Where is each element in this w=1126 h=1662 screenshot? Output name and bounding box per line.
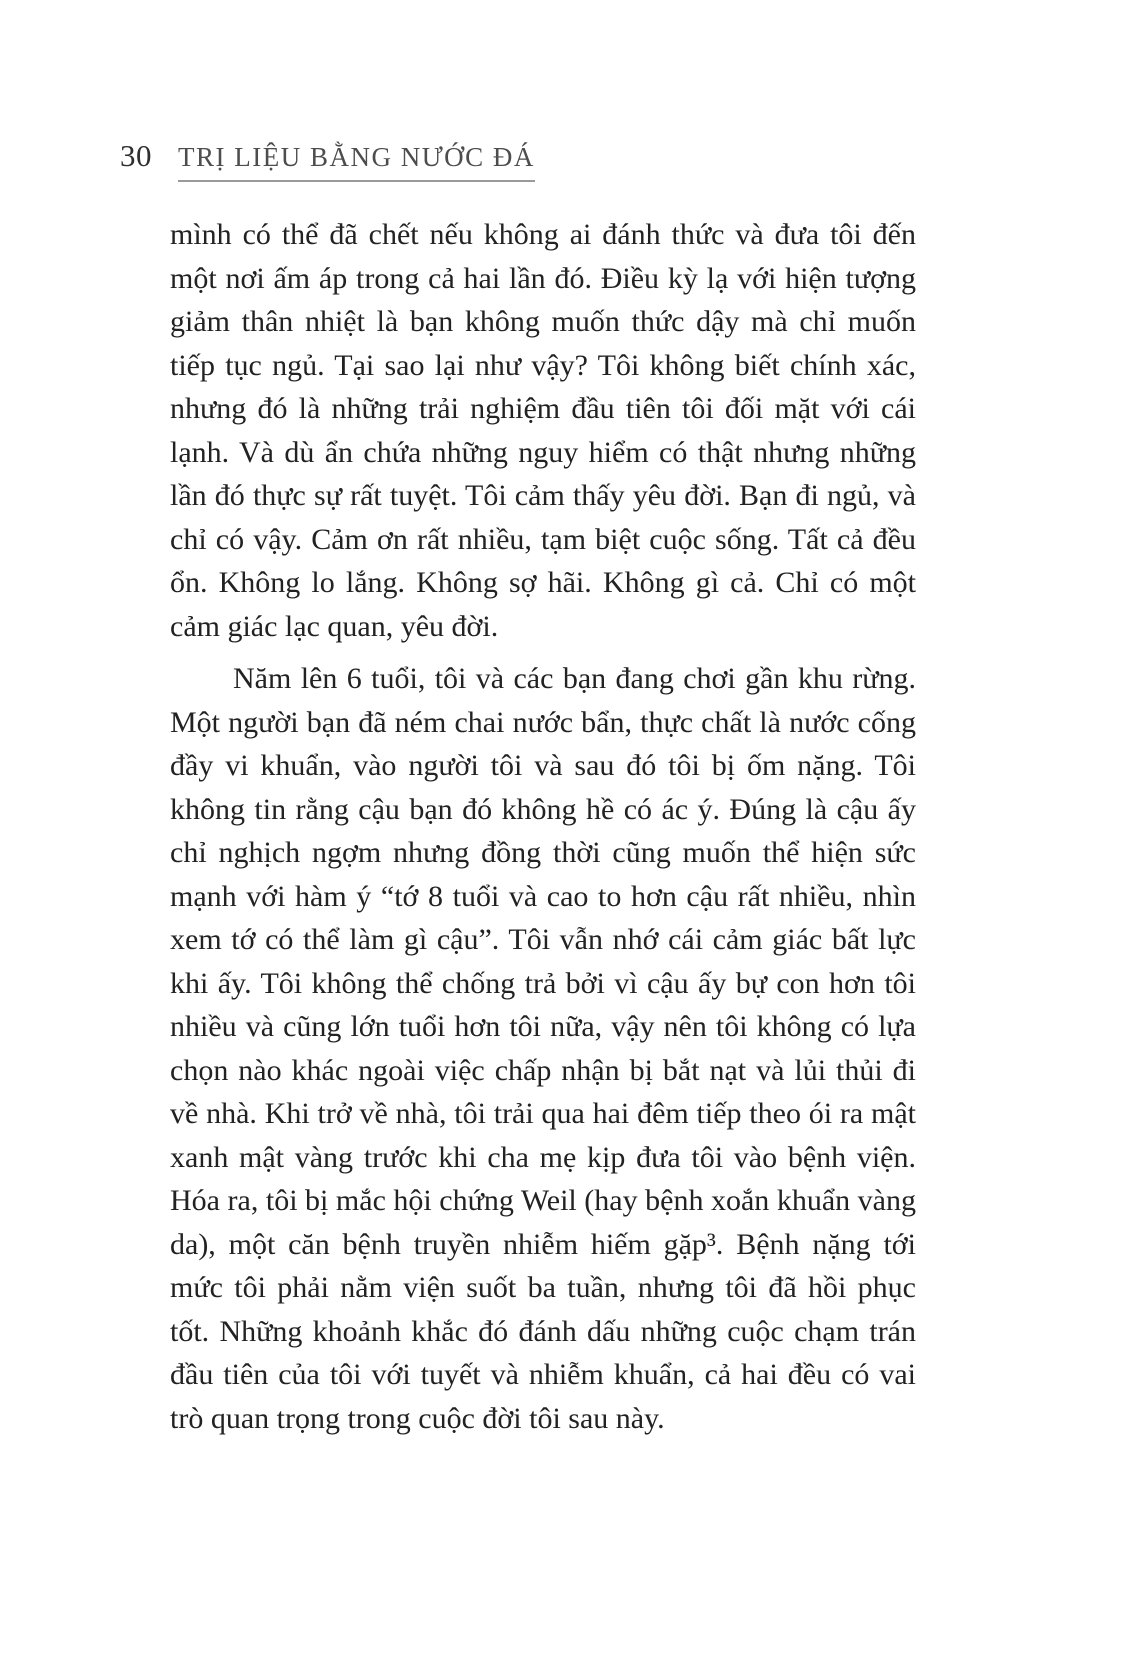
running-header	[120, 138, 535, 182]
page-number: 30	[120, 138, 152, 173]
paragraph-2: Năm lên 6 tuổi, tôi và các bạn đang chơi gần khu rừng. Một người bạn đã ném chai nước bẩn, thực chất là nước cống đầy vi khuẩn, vào người tôi và sau đó tôi bị ốm nặng. Tôi không tin rằng cậu bạn đó không hề có ác ý. Đúng là cậu ấy chỉ nghịch ngợm nhưng đồng thời cũng muốn thể hiện sức mạnh với hàm ý “tớ 8 tuổi và cao to hơn cậu rất nhiều, nhìn xem tớ có thể làm gì cậu”. Tôi vẫn nhớ cái cảm giác bất lực khi ấy. Tôi không thể chống trả bởi vì cậu ấy bự con hơn tôi nhiều và cũng lớn tuổi hơn tôi nữa, vậy nên tôi không có lựa chọn nào khác ngoài việc chấp nhận bị bắt nạt và lủi thủi đi về nhà. Khi trở về nhà, tôi trải qua hai đêm tiếp theo ói ra mật xanh mật vàng trước khi cha mẹ kịp đưa tôi vào bệnh viện. Hóa ra, tôi bị mắc hội chứng Weil (hay bệnh xoắn khuẩn vàng da), một căn bệnh truyền nhiễm hiếm gặp³. Bệnh nặng tới mức tôi phải nằm viện suốt ba tuần, nhưng tôi đã hồi phục tốt. Những khoảnh khắc đó đánh dấu những cuộc chạm trán đầu tiên của tôi với tuyết và nhiễm khuẩn, cả hai đều có vai trò quan trọng trong cuộc đời tôi sau này.	[170, 662, 916, 1435]
paragraph-1: mình có thể đã chết nếu không ai đánh thức và đưa tôi đến một nơi ấm áp trong cả hai lần đó. Điều kỳ lạ với hiện tượng giảm thân nhiệt là bạn không muốn thức dậy mà chỉ muốn tiếp tục ngủ. Tại sao lại như vậy? Tôi không biết chính xác, nhưng đó là những trải nghiệm đầu tiên tôi đối mặt với cái lạnh. Và dù ẩn chứa những nguy hiểm có thật nhưng những lần đó thực sự rất tuyệt. Tôi cảm thấy yêu đời. Bạn đi ngủ, và chỉ có vậy. Cảm ơn rất nhiều, tạm biệt cuộc sống. Tất cả đều ổn. Không lo lắng. Không sợ hãi. Không gì cả. Chỉ có một cảm giác lạc quan, yêu đời.	[170, 218, 916, 643]
running-header-title: TRỊ LIỆU BẰNG NƯỚC ĐÁ	[178, 142, 535, 182]
page-content	[170, 213, 916, 1440]
